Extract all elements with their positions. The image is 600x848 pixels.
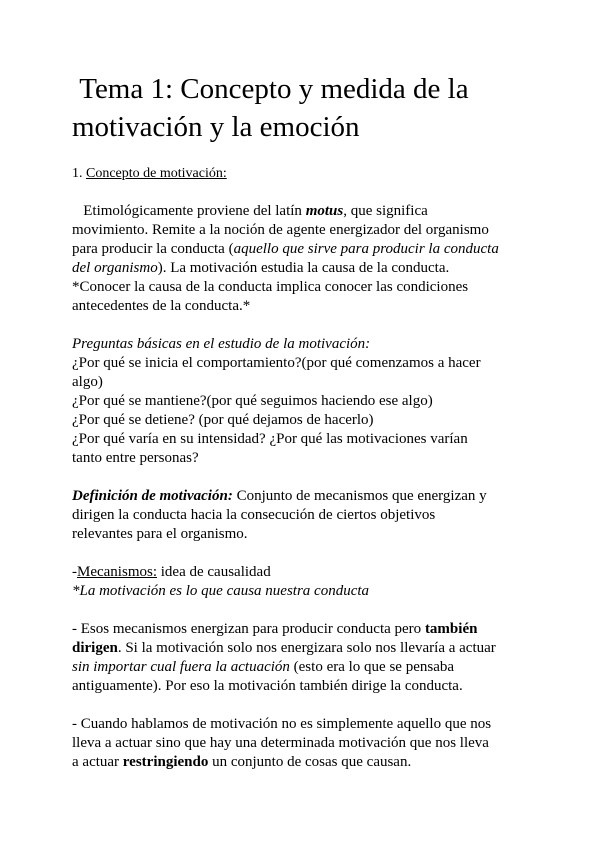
etymology-text: Etimológicamente proviene del latín <box>83 203 306 219</box>
questions-heading: Preguntas básicas en el estudio de la motivación: <box>72 336 371 352</box>
etymology-line-3 <box>72 240 532 259</box>
energize-italic: sin importar cual fuera la actuación <box>72 659 290 675</box>
definition-paragraph <box>72 487 532 544</box>
definition-line-1 <box>72 487 532 506</box>
closing-line-2: lleva a actuar sino que hay una determinada motivación que nos lleva <box>72 735 489 751</box>
mechanisms-label: Mecanismos: <box>77 564 157 580</box>
energize-text: (esto era lo que se pensaba <box>289 659 455 675</box>
etymology-italic: del organismo <box>72 260 158 276</box>
section-heading <box>72 164 227 184</box>
energize-bold: dirigen <box>72 640 118 656</box>
closing-text: a actuar <box>72 754 123 770</box>
etymology-line-1 <box>72 202 532 221</box>
mechanisms-text: idea de causalidad <box>157 564 271 580</box>
closing-text: un conjunto de cosas que causan. <box>208 754 412 770</box>
etymology-text: para producir la conducta ( <box>72 241 234 257</box>
energize-line-2 <box>72 639 532 658</box>
definition-line-3: relevantes para el organismo. <box>72 526 248 542</box>
definition-label: Definición de motivación: <box>72 488 233 504</box>
etymology-line-4 <box>72 259 532 278</box>
question-item: tanto entre personas? <box>72 450 199 466</box>
etymology-text: , que significa <box>343 203 428 219</box>
mechanisms-note: *La motivación es lo que causa nuestra conducta <box>72 583 370 599</box>
definition-text: Conjunto de mecanismos que energizan y <box>232 488 487 504</box>
etymology-line-6: antecedentes de la conducta.* <box>72 298 251 314</box>
definition-line-2: dirigen la conducta hacia la consecución de ciertos objetivos <box>72 507 436 523</box>
energize-line-1 <box>72 620 532 639</box>
closing-paragraph <box>72 715 532 772</box>
questions-block <box>72 335 532 468</box>
etymology-line-2: movimiento. Remite a la noción de agente energizador del organismo <box>72 222 489 238</box>
mechanisms-dash: - <box>72 564 77 580</box>
title-line-1 <box>72 70 572 108</box>
question-item: ¿Por qué se inicia el comportamiento?(por qué comenzamos a hacer <box>72 355 481 371</box>
title-line-1-text: Tema 1: Concepto y medida de la <box>79 73 469 105</box>
question-item: ¿Por qué se mantiene?(por qué seguimos haciendo ese algo) <box>72 393 433 409</box>
mechanisms-line <box>72 563 532 582</box>
energize-line-3 <box>72 658 532 677</box>
question-item: algo) <box>72 374 103 390</box>
closing-bold: restringiendo <box>122 754 209 770</box>
energize-paragraph <box>72 620 532 696</box>
section-label: Concepto de motivación: <box>86 166 227 181</box>
closing-line-3 <box>72 753 532 772</box>
energize-text: . Si la motivación solo nos energizara solo nos llevaría a actuar <box>117 640 496 656</box>
etymology-italic: aquello que sirve para producir la conducta <box>233 241 499 257</box>
question-item: ¿Por qué se detiene? (por qué dejamos de hacerlo) <box>72 412 374 428</box>
etymology-text: ). La motivación estudia la causa de la conducta. <box>157 260 450 276</box>
energize-line-4: antiguamente). Por eso la motivación también dirige la conducta. <box>72 678 463 694</box>
page-title <box>72 70 572 146</box>
etymology-paragraph <box>72 202 532 316</box>
section-number: 1. <box>72 166 86 181</box>
etymology-line-5: *Conocer la causa de la conducta implica conocer las condiciones <box>72 279 469 295</box>
mechanisms-block <box>72 563 532 601</box>
question-item: ¿Por qué varía en su intensidad? ¿Por qué las motivaciones varían <box>72 431 468 447</box>
title-line-2: motivación y la emoción <box>72 111 360 143</box>
energize-bold: también <box>424 621 478 637</box>
energize-text: - Esos mecanismos energizan para producir conducta pero <box>72 621 425 637</box>
latin-term: motus <box>305 203 344 219</box>
closing-line-1: - Cuando hablamos de motivación no es simplemente aquello que nos <box>72 716 492 732</box>
